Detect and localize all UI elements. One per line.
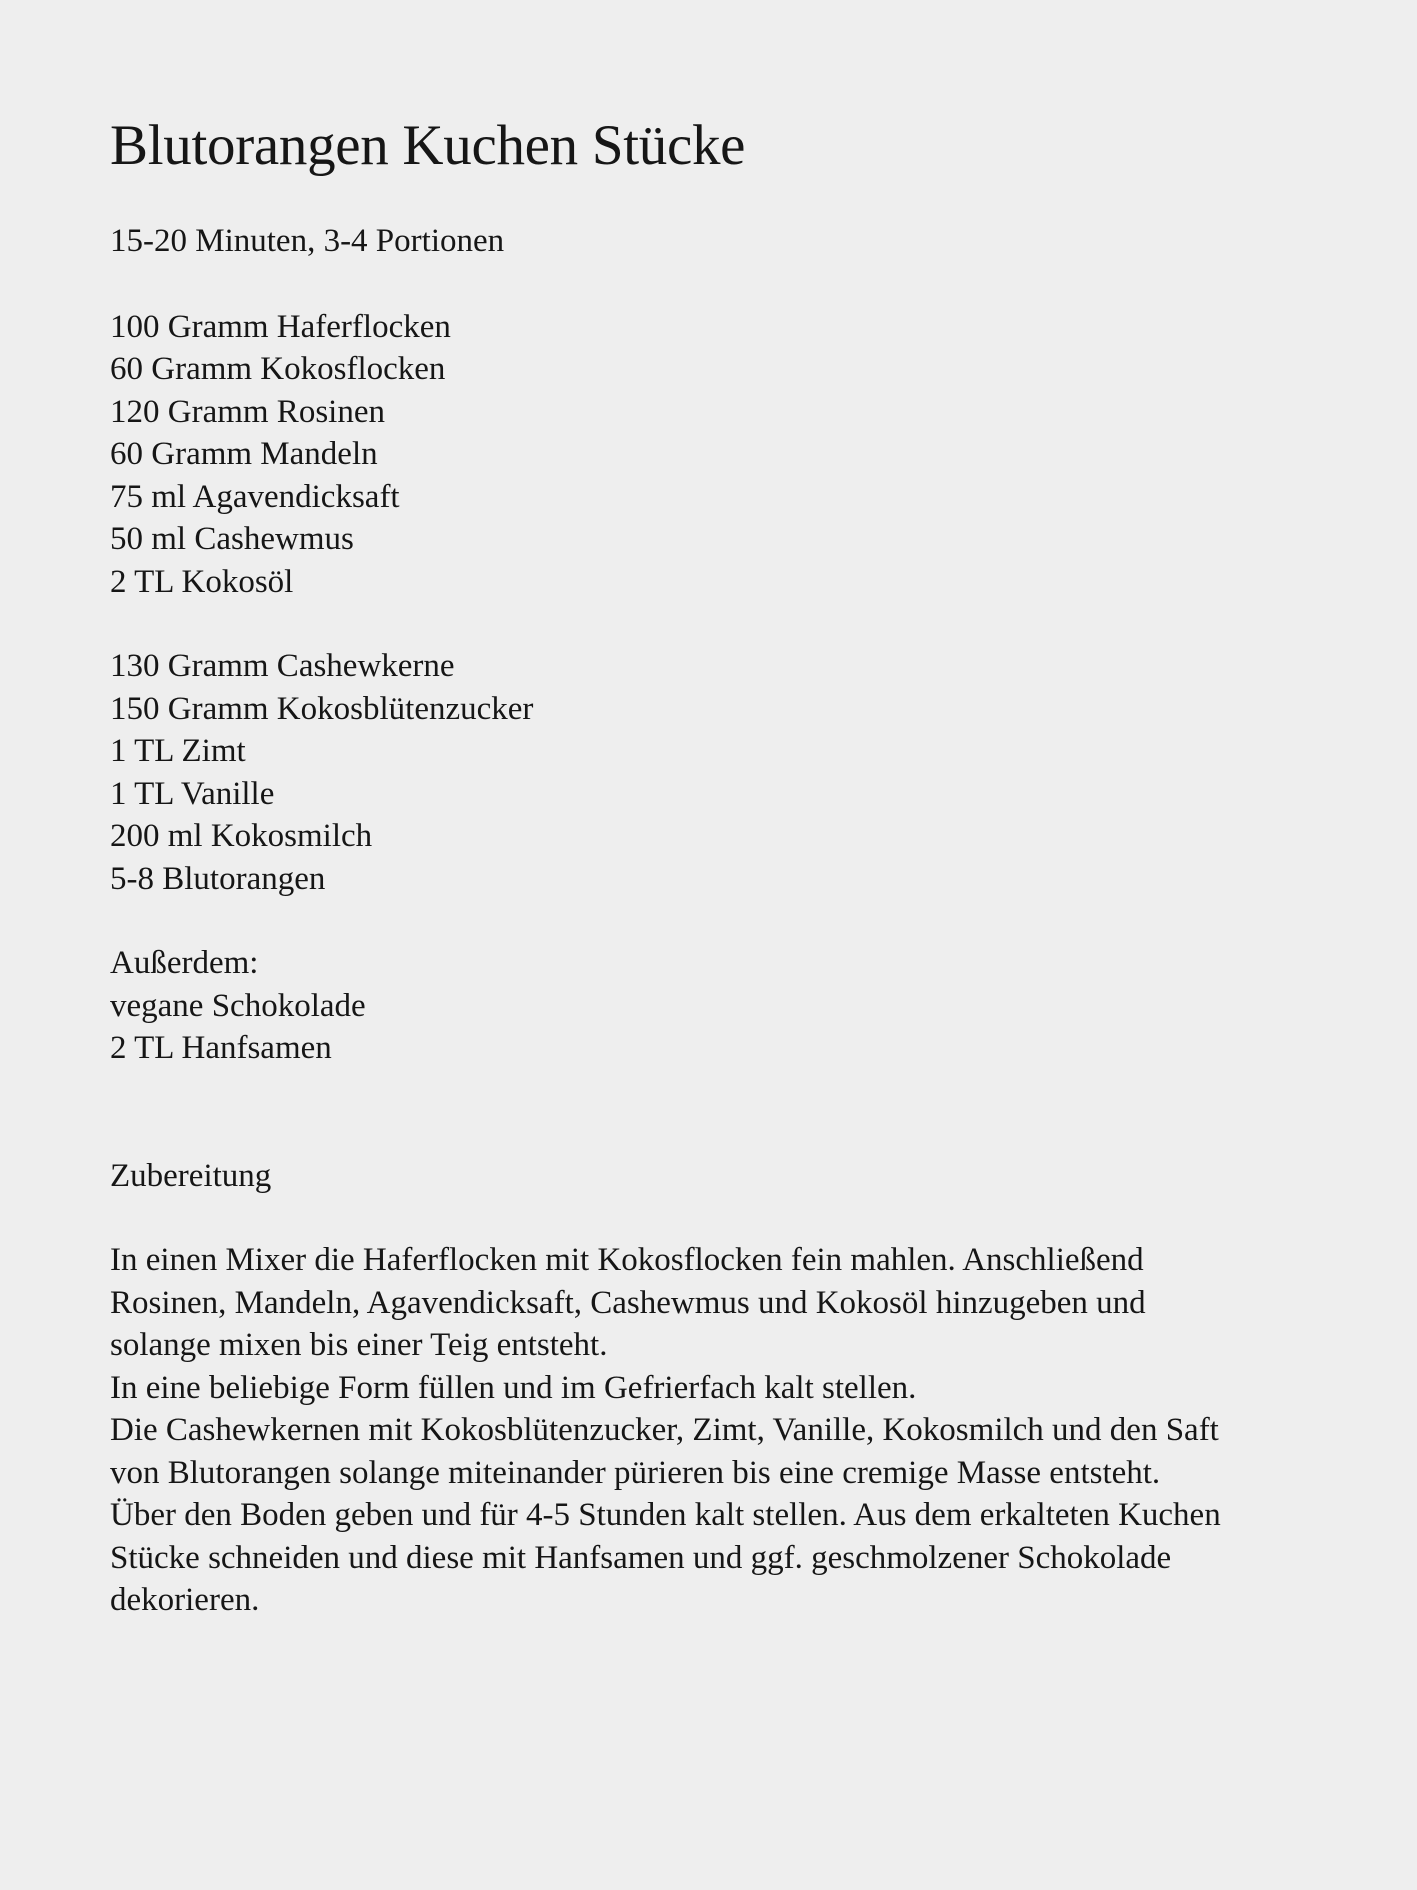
ingredient-item: vegane Schokolade <box>110 987 366 1024</box>
ingredient-item: 60 Gramm Mandeln <box>110 436 378 472</box>
preparation-line: In eine beliebige Form füllen und im Gefrierfach kalt stellen. <box>110 1369 917 1406</box>
ingredient-item: 2 TL Kokosöl <box>110 563 294 600</box>
preparation-line: Stücke schneiden und diese mit Hanfsamen und ggf. geschmolzener Schokolade <box>110 1539 1172 1576</box>
preparation-heading: Zubereitung <box>110 1157 272 1194</box>
preparation-line: Rosinen, Mandeln, Agavendicksaft, Cashewmus und Kokosöl hinzugeben und <box>110 1284 1146 1321</box>
preparation-line: Über den Boden geben und für 4-5 Stunden kalt stellen. Aus dem erkalteten Kuchen <box>110 1497 1221 1533</box>
ingredient-item: 1 TL Vanille <box>110 775 275 812</box>
recipe-title: Blutorangen Kuchen Stücke <box>110 114 746 177</box>
ingredient-group-base <box>110 306 1307 604</box>
ingredient-group-extras <box>110 942 1307 1070</box>
ingredient-item: 5-8 Blutorangen <box>110 860 326 897</box>
ingredient-group-filling <box>110 645 1307 900</box>
recipe-meta: 15-20 Minuten, 3-4 Portionen <box>110 223 505 259</box>
ingredient-item: 130 Gramm Cashewkerne <box>110 648 455 684</box>
preparation-text <box>110 1239 1307 1622</box>
preparation-line: Die Cashewkernen mit Kokosblütenzucker, Zimt, Vanille, Kokosmilch und den Saft <box>110 1412 1219 1448</box>
ingredient-item: 200 ml Kokosmilch <box>110 818 373 854</box>
ingredient-item: 100 Gramm Haferflocken <box>110 308 451 345</box>
ingredient-item: 150 Gramm Kokosblütenzucker <box>110 690 534 727</box>
ingredient-item: 2 TL Hanfsamen <box>110 1030 332 1066</box>
ingredient-item: 75 ml Agavendicksaft <box>110 478 400 515</box>
ingredient-item: 50 ml Cashewmus <box>110 521 354 557</box>
ingredient-item: 1 TL Zimt <box>110 733 246 769</box>
ingredient-item: 60 Gramm Kokosflocken <box>110 351 446 387</box>
ingredient-item: 120 Gramm Rosinen <box>110 393 385 430</box>
preparation-line: solange mixen bis einer Teig entsteht. <box>110 1327 608 1363</box>
preparation-line: dekorieren. <box>110 1582 260 1618</box>
preparation-line: In einen Mixer die Haferflocken mit Kokosflocken fein mahlen. Anschließend <box>110 1242 1144 1278</box>
preparation-line: von Blutorangen solange miteinander pürieren bis eine cremige Masse entsteht. <box>110 1454 1161 1491</box>
ingredient-item: Außerdem: <box>110 945 259 981</box>
